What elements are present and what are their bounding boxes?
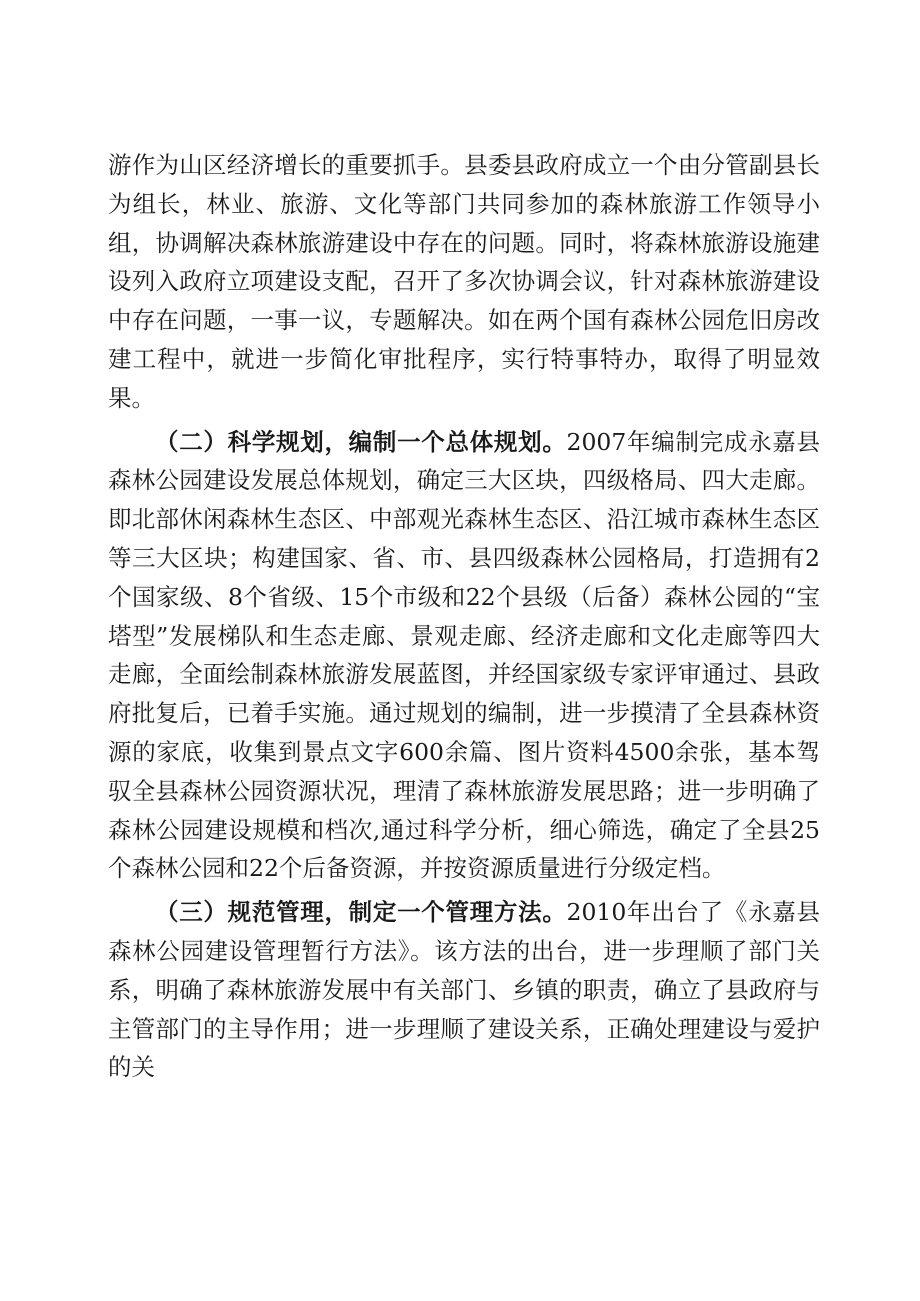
section-heading-management: （三）规范管理，制定一个管理方法。 <box>155 898 567 927</box>
paragraph-body: 2007年编制完成永嘉县森林公园建设发展总体规划，确定三大区块，四级格局、四大走廊。即北部休闲森林生态区、中部观光森林生态区、沿江城市森林生态区等三大区块；构建国家、省、市、县四级森林公园格局，打造拥有2个国家级、8个省级、15个市级和22个县级（后备）森林公园的“宝塔型”发展梯队和生态走廊、景观走廊、经济走廊和文化走廊等四大走廊，全面绘制森林旅游发展蓝图，并经国家级专家评审通过、县政府批复后，已着手实施。通过规划的编制，进一步摸清了全县森林资源的家底，收集到景点文字600余篇、图片资料4500余张，基本驾驭全县森林公园资源状况，理清了森林旅游发展思路；进一步明确了森林公园建设规模和档次,通过科学分析，细心筛选，确定了全县25个森林公园和22个后备资源，并按资源质量进行分级定档。 <box>108 427 820 883</box>
document-body <box>108 146 820 1092</box>
paragraph-body: 2010年出台了《永嘉县森林公园建设管理暂行方法》。该方法的出台，进一步理顺了部门关系，明确了森林旅游发展中有关部门、乡镇的职责，确立了县政府与主管部门的主导作用；进一步理顺了建设关系，正确处理建设与爱护的关 <box>108 898 820 1082</box>
paragraph-planning <box>108 423 820 889</box>
paragraph-management <box>108 893 820 1087</box>
paragraph-body: 游作为山区经济增长的重要抓手。县委县政府成立一个由分管副县长为组长，林业、旅游、文化等部门共同参加的森林旅游工作领导小组，协调解决森林旅游建设中存在的问题。同时，将森林旅游设施建设列入政府立项建设支配，召开了多次协调会议，针对森林旅游建设中存在问题，一事一议，专题解决。如在两个国有森林公园危旧房改建工程中，就进一步简化审批程序，实行特事特办，取得了明显效果。 <box>108 151 820 412</box>
section-heading-planning: （二）科学规划，编制一个总体规划。 <box>155 427 567 456</box>
paragraph-continuation <box>108 146 820 418</box>
